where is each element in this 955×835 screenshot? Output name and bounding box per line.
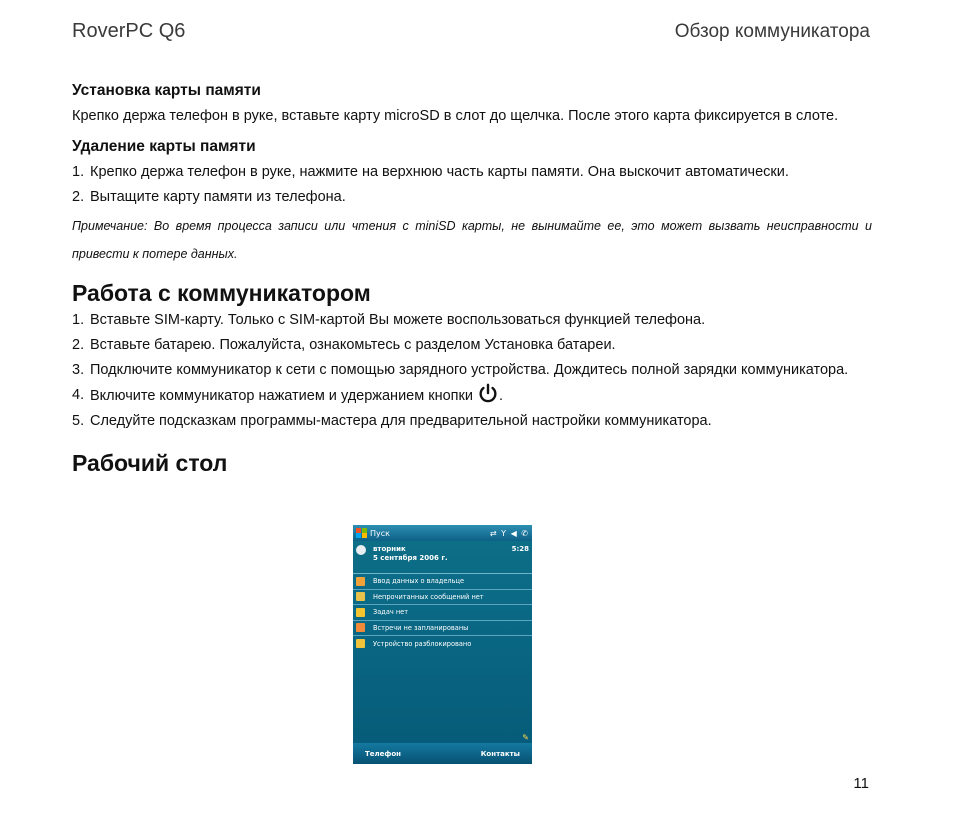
envelope-icon <box>356 592 365 601</box>
list-text: Подключите коммуникатор к сети с помощью зарядного устройства. Дождитесь полной зарядки коммуникатора. <box>90 362 849 378</box>
sync-icon[interactable]: ✎ <box>522 733 529 742</box>
phone-date-row[interactable] <box>353 541 532 574</box>
power-button-icon <box>477 383 499 405</box>
appointments-row[interactable] <box>353 621 532 637</box>
windows-start-icon[interactable] <box>356 528 367 539</box>
date-text <box>373 545 448 573</box>
status-icons: ⇄ Y ◀ ✆ <box>489 528 529 538</box>
list-number: 1. <box>72 312 85 328</box>
row-label: Непрочитанных сообщений нет <box>373 592 484 601</box>
row-label: Встречи не запланированы <box>373 623 469 632</box>
list-number: 2. <box>72 189 85 205</box>
install-card-text: Крепко держа телефон в руке, вставьте карту microSD в слот до щелчка. После этого карта фиксируется в слоте. <box>72 108 839 124</box>
remove-card-list <box>72 160 872 210</box>
device-lock-row[interactable] <box>353 636 532 652</box>
document-header-left: RoverPC Q6 <box>72 20 186 42</box>
list-text-part: Включите коммуникатор нажатием и удержанием кнопки <box>90 388 473 404</box>
page-number: 11 <box>853 775 869 792</box>
messages-row[interactable] <box>353 590 532 606</box>
unlock-icon <box>356 639 365 648</box>
list-text: Вытащите карту памяти из телефона. <box>90 189 346 205</box>
list-text <box>90 383 872 409</box>
list-item <box>72 409 872 434</box>
list-number: 4. <box>72 387 85 403</box>
tasks-icon <box>356 608 365 617</box>
list-item <box>72 308 872 333</box>
list-number: 1. <box>72 164 85 180</box>
list-item <box>72 185 872 210</box>
remove-card-heading: Удаление карты памяти <box>72 138 256 155</box>
list-text: Следуйте подсказкам программы-мастера для предварительной настройки коммуникатора. <box>90 413 712 429</box>
date-value: 5 сентября 2006 г. <box>373 554 448 562</box>
list-item <box>72 160 872 185</box>
owner-icon <box>356 577 365 586</box>
time-text: 5:28 <box>511 545 529 553</box>
owner-info-row[interactable] <box>353 574 532 590</box>
contacts-softkey[interactable]: Контакты <box>480 749 520 758</box>
phone-softkey[interactable]: Телефон <box>365 749 401 758</box>
document-header-right: Обзор коммуникатора <box>674 21 870 42</box>
list-item <box>72 383 872 409</box>
day-text: вторник <box>373 545 406 553</box>
row-label: Задач нет <box>373 608 409 617</box>
list-text-end: . <box>498 388 504 404</box>
page-content <box>72 80 872 478</box>
list-number: 5. <box>72 413 85 429</box>
row-label: Устройство разблокировано <box>373 639 472 648</box>
list-item <box>72 358 872 383</box>
list-number: 3. <box>72 362 85 378</box>
clock-icon <box>356 545 366 555</box>
install-card-heading: Установка карты памяти <box>72 82 261 99</box>
work-section-heading: Работа с коммуникатором <box>72 280 371 306</box>
softkey-bar <box>353 743 532 764</box>
list-text: Вставьте SIM-карту. Только с SIM-картой Вы можете воспользоваться функцией телефона. <box>90 312 706 328</box>
tasks-row[interactable] <box>353 605 532 621</box>
calendar-icon <box>356 623 365 632</box>
work-list <box>72 308 872 434</box>
note-text: Примечание: Во время процесса записи или чтения с miniSD карты, не вынимайте ее, это может вызвать неисправности и привести к потере данных. <box>72 219 872 261</box>
list-text: Вставьте батарею. Пожалуйста, ознакомьтесь с разделом Установка батареи. <box>90 337 616 353</box>
row-label: Ввод данных о владельце <box>373 577 465 586</box>
phone-today-screen <box>353 525 532 764</box>
list-number: 2. <box>72 337 85 353</box>
list-item <box>72 333 872 358</box>
list-text: Крепко держа телефон в руке, нажмите на верхнюю часть карты памяти. Она выскочит автоматически. <box>90 164 789 180</box>
desktop-section-heading: Рабочий стол <box>72 450 228 476</box>
start-label[interactable]: Пуск <box>370 528 390 538</box>
phone-title-bar <box>353 525 532 541</box>
